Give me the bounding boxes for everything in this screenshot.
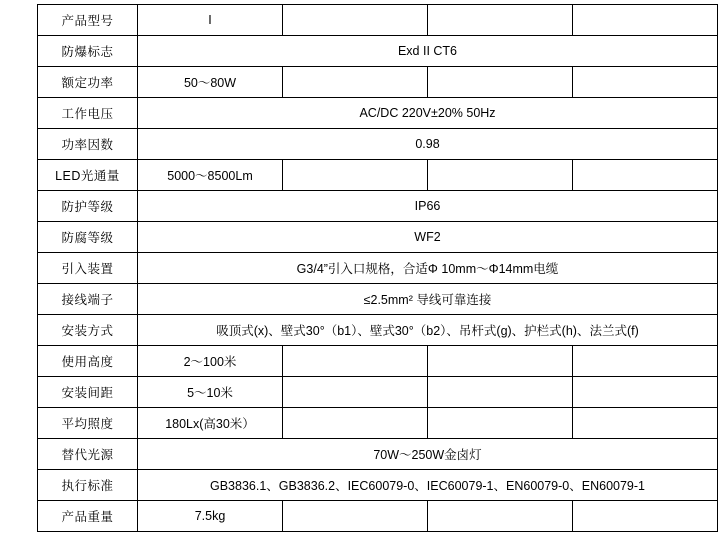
spec-value-cell: AC/DC 220V±20% 50Hz — [138, 98, 718, 129]
spec-empty-cell — [428, 160, 573, 191]
table-row — [38, 160, 718, 191]
spec-value-cell: 180Lx(高30米） — [138, 408, 283, 439]
spec-value-cell: IP66 — [138, 191, 718, 222]
spec-empty-cell — [283, 408, 428, 439]
table-row — [38, 222, 718, 253]
table-row — [38, 439, 718, 470]
product-specification-table — [37, 4, 718, 532]
spec-empty-cell — [573, 160, 718, 191]
spec-empty-cell — [573, 67, 718, 98]
spec-empty-cell — [428, 377, 573, 408]
spec-empty-cell — [283, 501, 428, 532]
spec-empty-cell — [573, 5, 718, 36]
spec-value-cell: 吸顶式(x)、壁式30°（b1）、壁式30°（b2）、吊杆式(g)、护栏式(h)、法兰式(f) — [138, 315, 718, 346]
table-row — [38, 191, 718, 222]
table-row — [38, 315, 718, 346]
spec-value-cell: 0.98 — [138, 129, 718, 160]
spec-label-cell: 功率因数 — [38, 129, 138, 160]
spec-empty-cell — [428, 408, 573, 439]
spec-empty-cell — [283, 346, 428, 377]
spec-label-cell: 防护等级 — [38, 191, 138, 222]
spec-empty-cell — [283, 5, 428, 36]
spec-empty-cell — [283, 160, 428, 191]
spec-value-cell: WF2 — [138, 222, 718, 253]
table-row — [38, 408, 718, 439]
table-row — [38, 346, 718, 377]
spec-value-cell: 70W～250W金卤灯 — [138, 439, 718, 470]
spec-label-cell: 额定功率 — [38, 67, 138, 98]
spec-value-cell: 2～100米 — [138, 346, 283, 377]
spec-value-cell: G3/4”引入口规格，合适Φ 10mm～Φ14mm电缆 — [138, 253, 718, 284]
spec-label-cell: 防爆标志 — [38, 36, 138, 67]
table-row — [38, 284, 718, 315]
table-row — [38, 67, 718, 98]
spec-label-cell: 接线端子 — [38, 284, 138, 315]
spec-empty-cell — [573, 346, 718, 377]
table-row — [38, 129, 718, 160]
spec-value-cell: GB3836.1、GB3836.2、IEC60079-0、IEC60079-1、EN60079-0、EN60079-1 — [138, 470, 718, 501]
spec-value-cell: ≤2.5mm² 导线可靠连接 — [138, 284, 718, 315]
spec-value-cell: I — [138, 5, 283, 36]
table-row — [38, 5, 718, 36]
spec-label-cell: LED光通量 — [38, 160, 138, 191]
spec-label-cell: 工作电压 — [38, 98, 138, 129]
spec-label-cell: 安装间距 — [38, 377, 138, 408]
spec-empty-cell — [283, 67, 428, 98]
spec-label-cell: 替代光源 — [38, 439, 138, 470]
spec-value-cell: 5～10米 — [138, 377, 283, 408]
spec-value-cell: 50～80W — [138, 67, 283, 98]
spec-empty-cell — [428, 67, 573, 98]
spec-value-cell: 7.5kg — [138, 501, 283, 532]
spec-label-cell: 产品型号 — [38, 5, 138, 36]
spec-empty-cell — [428, 501, 573, 532]
spec-label-cell: 平均照度 — [38, 408, 138, 439]
spec-label-cell: 安装方式 — [38, 315, 138, 346]
table-row — [38, 253, 718, 284]
spec-empty-cell — [428, 346, 573, 377]
spec-value-cell: Exd II CT6 — [138, 36, 718, 67]
table-row — [38, 501, 718, 532]
table-row — [38, 98, 718, 129]
spec-label-cell: 使用高度 — [38, 346, 138, 377]
spec-empty-cell — [428, 5, 573, 36]
spec-label-cell: 执行标准 — [38, 470, 138, 501]
spec-empty-cell — [573, 501, 718, 532]
table-row — [38, 36, 718, 67]
spec-empty-cell — [283, 377, 428, 408]
spec-value-cell: 5000～8500Lm — [138, 160, 283, 191]
spec-table-body — [38, 5, 718, 532]
table-row — [38, 470, 718, 501]
spec-label-cell: 防腐等级 — [38, 222, 138, 253]
spec-label-cell: 引入装置 — [38, 253, 138, 284]
spec-empty-cell — [573, 377, 718, 408]
spec-label-cell: 产品重量 — [38, 501, 138, 532]
table-row — [38, 377, 718, 408]
spec-empty-cell — [573, 408, 718, 439]
